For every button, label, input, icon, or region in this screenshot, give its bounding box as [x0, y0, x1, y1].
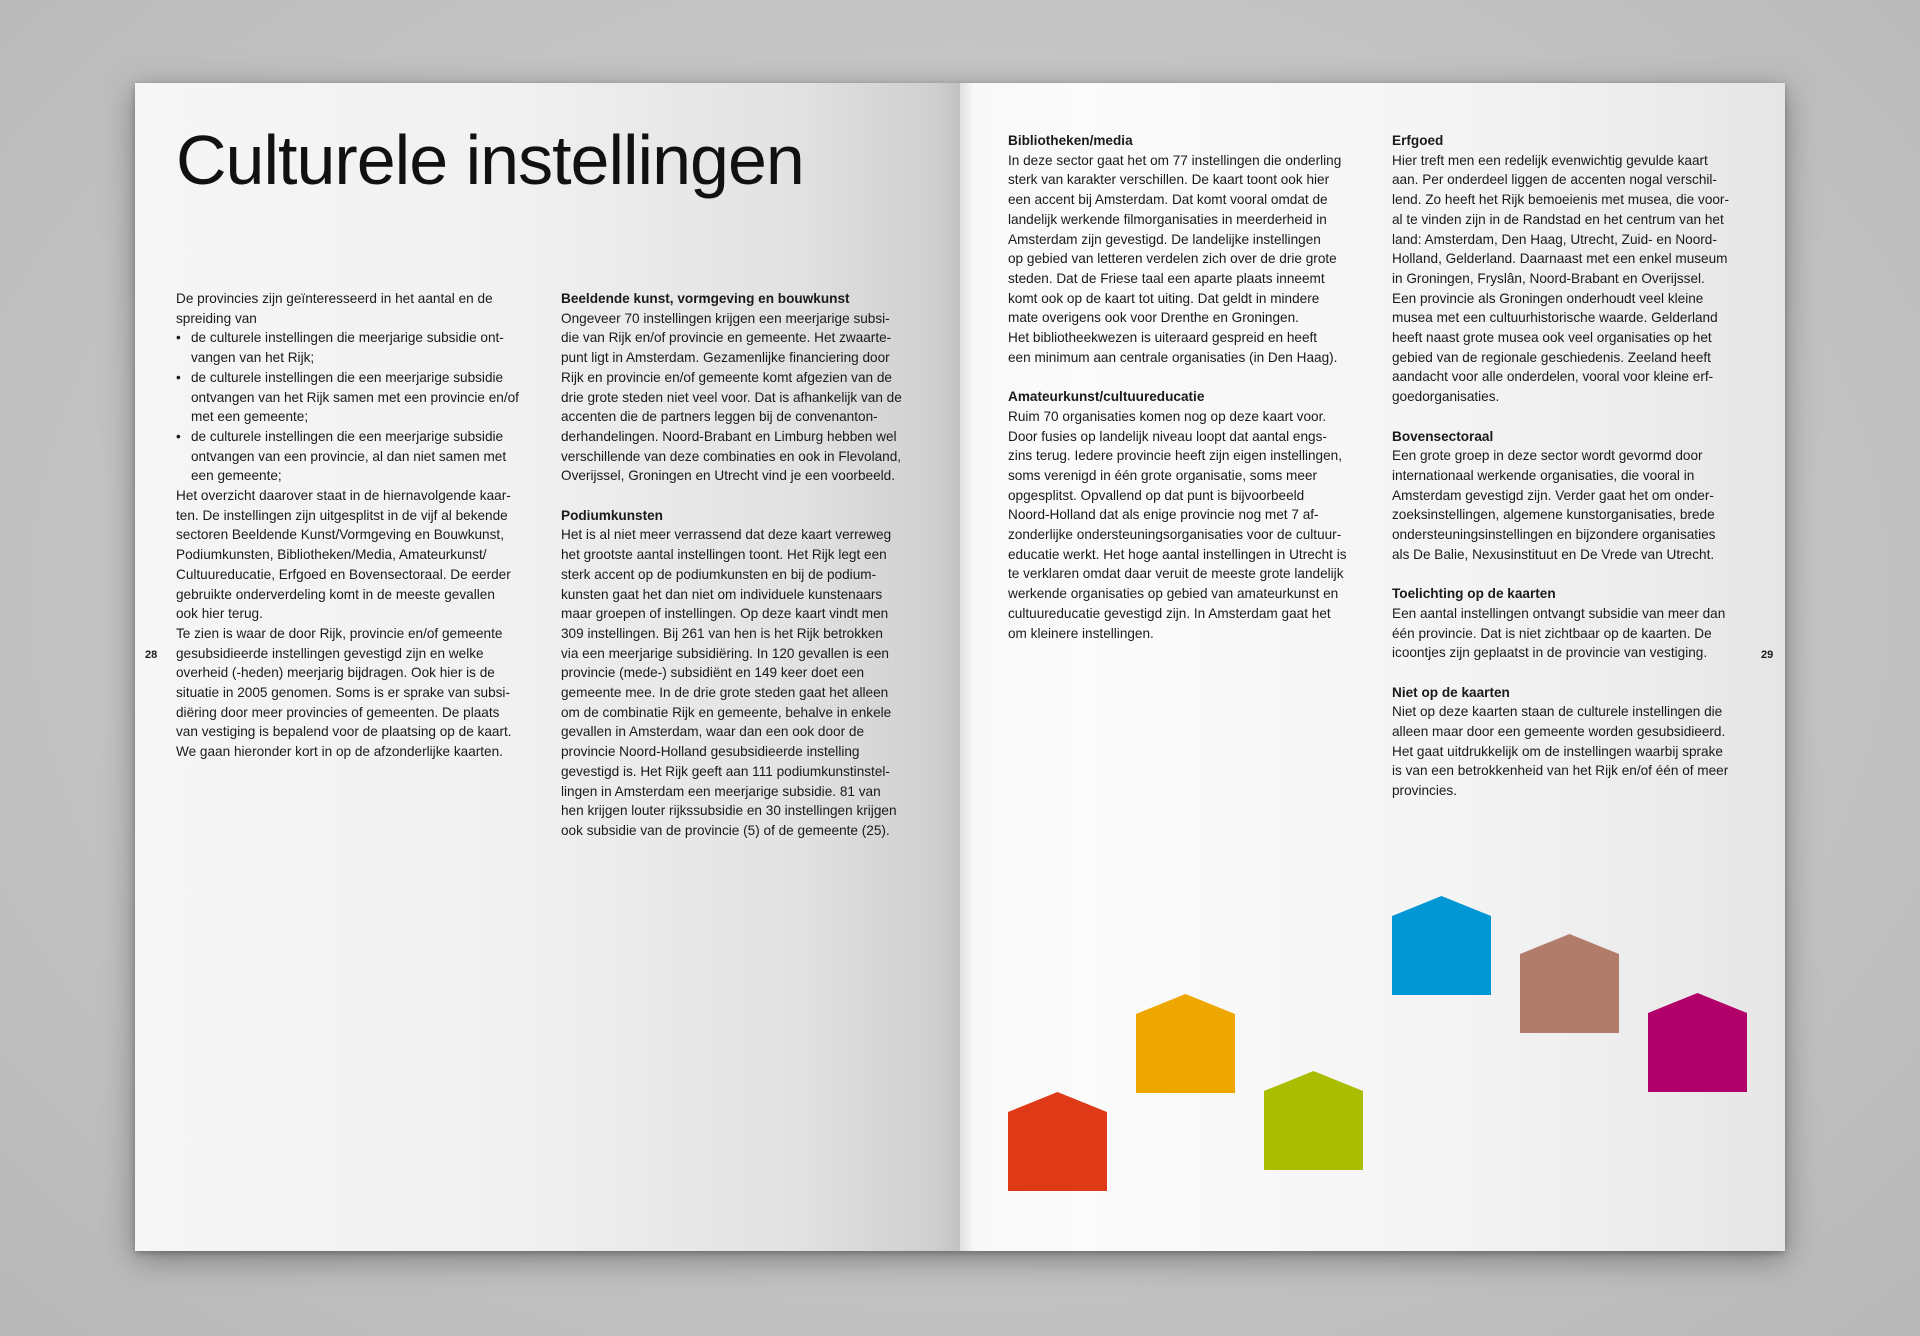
section-line: om kleinere instellingen. — [1008, 625, 1154, 641]
section-heading: Amateurkunst/cultuureducatie — [1008, 389, 1205, 405]
section-line: educatie werkt. Het hoge aantal instellingen in Utrecht is — [1008, 546, 1347, 562]
intro-bullet-list — [176, 328, 531, 486]
section-line: derhandelingen. Noord-Brabant en Limburg hebben wel — [561, 428, 897, 444]
section-line: steden. Dat de Friese taal een aparte plaats inneemt — [1008, 270, 1325, 286]
text-section — [1392, 584, 1752, 663]
intro-bullet-line: • de culturele instellingen die een meerjarige subsidie — [191, 428, 504, 444]
section-line: alleen maar door een gemeente worden gesubsidieerd. — [1392, 724, 1726, 740]
intro-bullet-item — [176, 368, 531, 427]
intro-line: Cultuureducatie, Erfgoed en Bovensectoraal. De eerder — [176, 566, 511, 582]
intro-line: spreiding van — [176, 310, 257, 326]
gutter-shadow — [960, 83, 974, 1251]
section-line: kunsten gaat het dan niet om individuele kunstenaars — [561, 586, 883, 602]
section-line: zins terug. Iedere provincie heeft zijn eigen instellingen, — [1008, 448, 1343, 464]
section-line: landelijk werkende filmorganisaties in meerderheid in — [1008, 211, 1327, 227]
intro-line: van vestiging is bepalend voor de plaatsing op de kaart. — [176, 724, 512, 740]
section-line: Holland, Gelderland. Daarnaast met een enkel museum — [1392, 251, 1728, 267]
section-line: Een grote groep in deze sector wordt gevormd door — [1392, 448, 1703, 464]
section-heading: Toelichting op de kaarten — [1392, 586, 1556, 602]
section-line: drie grote steden niet veel voor. Dat is afhankelijk van de — [561, 389, 902, 405]
section-line: soms verenigd in één grote organisatie, soms meer — [1008, 467, 1318, 483]
section-line: musea met een cultuurhistorische waarde. Gelderland — [1392, 310, 1718, 326]
section-line: ook subsidie van de provincie (5) of de gemeente (25). — [561, 822, 890, 838]
section-line: Ruim 70 organisaties komen nog op deze kaart voor. — [1008, 408, 1327, 424]
section-line: hen krijgen louter rijkssubsidie en 30 instellingen krijgen — [561, 803, 897, 819]
section-line: Ongeveer 70 instellingen krijgen een meerjarige subsi- — [561, 310, 890, 326]
intro-line: Het overzicht daarover staat in de hiernavolgende kaar- — [176, 488, 511, 504]
text-section — [1008, 131, 1363, 367]
page-title: Culturele instellingen — [176, 121, 804, 199]
section-line: Een provincie als Groningen onderhoudt veel kleine — [1392, 290, 1704, 306]
section-line: één provincie. Dat is niet zichtbaar op de kaarten. De — [1392, 625, 1712, 641]
section-line: is van een betrokkenheid van het Rijk en/of één of meer — [1392, 763, 1729, 779]
section-heading: Bibliotheken/media — [1008, 133, 1133, 148]
brown-house-icon — [1520, 934, 1619, 1033]
section-line: gemeente mee. In de drie grote steden gaat het alleen — [561, 685, 889, 701]
section-line: om de combinatie Rijk en gemeente, behalve in enkele — [561, 704, 892, 720]
page-right — [960, 83, 1785, 1251]
section-line: zonderlijke ondersteuningsorganisaties voor de cultuur- — [1008, 527, 1342, 543]
intro-bullet-item — [176, 328, 531, 367]
orange-house-icon — [1136, 994, 1235, 1093]
text-section — [561, 506, 921, 841]
intro-bullet-line: een gemeente; — [191, 468, 282, 484]
section-heading: Beeldende kunst, vormgeving en bouwkunst — [561, 291, 850, 306]
section-line: werkende organisaties op gebied van amateurkunst en — [1008, 586, 1339, 602]
section-line: die van Rijk en/of provincie en gemeente. Het zwaarte- — [561, 330, 892, 346]
section-line: gevallen in Amsterdam, waar dan een ook door de — [561, 724, 865, 740]
section-line: een accent bij Amsterdam. Dat komt vooral omdat de — [1008, 192, 1328, 208]
section-line: mate overigens ook voor Drenthe en Groningen. — [1008, 310, 1299, 326]
section-line: Door fusies op landelijk niveau loopt dat aantal engs- — [1008, 428, 1327, 444]
section-line: Niet op deze kaarten staan de culturele instellingen die — [1392, 704, 1723, 720]
intro-line: We gaan hieronder kort in op de afzonderlijke kaarten. — [176, 744, 503, 760]
section-line: een minimum aan centrale organisaties (in Den Haag). — [1008, 349, 1338, 365]
section-line: het grootste aantal instellingen toont. Het Rijk legt een — [561, 547, 887, 563]
intro-bullet-line: ontvangen van een provincie, al dan niet samen met — [191, 448, 507, 464]
section-line: icoontjes zijn geplaatst in de provincie van vestiging. — [1392, 645, 1708, 661]
magenta-house-icon — [1648, 993, 1747, 1092]
section-line: sterk accent op de podiumkunsten en bij de podium- — [561, 566, 877, 582]
section-line: internationaal werkende organisaties, die vooral in — [1392, 467, 1695, 483]
text-section — [561, 289, 921, 486]
section-line: via een meerjarige subsidiëring. In 120 gevallen is een — [561, 645, 889, 661]
section-heading: Bovensectoraal — [1392, 428, 1494, 444]
book-spread — [135, 83, 1785, 1251]
section-line: gebied van de regionale geschiedenis. Zeeland heeft — [1392, 349, 1711, 365]
intro-bullet-line: • de culturele instellingen die een meerjarige subsidie — [191, 369, 504, 385]
intro-line: overheid (-heden) meerjarig bijdragen. Ook hier is de — [176, 665, 495, 681]
sections-column-right-2 — [1392, 131, 1752, 821]
intro-line: De provincies zijn geïnteresseerd in het aantal en de — [176, 291, 493, 306]
intro-bullet-line: met een gemeente; — [191, 409, 309, 425]
section-line: Amsterdam gevestigd zijn. Verder gaat het om onder- — [1392, 487, 1714, 503]
intro-line: ook hier terug. — [176, 606, 263, 622]
section-line: Rijk en provincie en/of gemeente komt afgezien van de — [561, 369, 892, 385]
section-line: punt ligt in Amsterdam. Gezamenlijke financiering door — [561, 350, 890, 366]
intro-line: gebruikte onderverdeling komt in de meeste gevallen — [176, 586, 495, 602]
section-line: verschillende van deze combinaties en ook in Flevoland, — [561, 448, 902, 464]
intro-line: Podiumkunsten, Bibliotheken/Media, Amateurkunst/ — [176, 547, 487, 563]
intro-line: diëring door meer provincies of gemeenten. De plaats — [176, 704, 500, 720]
red-house-icon — [1008, 1092, 1107, 1191]
section-line: als De Balie, Nexusinstituut en De Vrede van Utrecht. — [1392, 546, 1715, 562]
text-section — [1392, 131, 1752, 407]
intro-line: ten. De instellingen zijn uitgesplitst in de vijf al bekende — [176, 507, 508, 523]
section-line: aan. Per onderdeel liggen de accenten nogal verschil- — [1392, 172, 1717, 188]
intro-column — [176, 289, 531, 762]
section-line: Noord-Holland dat als enige provincie nog met 7 af- — [1008, 507, 1319, 523]
intro-line: sectoren Beeldende Kunst/Vormgeving en Bouwkunst, — [176, 527, 504, 543]
page-number-right: 29 — [1761, 649, 1774, 661]
section-line: 309 instellingen. Bij 261 van hen is het Rijk betrokken — [561, 625, 883, 641]
intro-line: Te zien is waar de door Rijk, provincie en/of gemeente — [176, 625, 503, 641]
section-line: ondersteuningsinstellingen en bijzondere organisaties — [1392, 527, 1716, 543]
section-line: al te vinden zijn in de Randstad en het centrum van het — [1392, 211, 1724, 227]
section-line: provincie Noord-Holland gesubsidieerde instelling — [561, 744, 860, 760]
section-heading: Podiumkunsten — [561, 507, 663, 523]
section-line: provincie (mede-) subsidiënt en 149 keer doet een — [561, 665, 865, 681]
section-line: provincies. — [1392, 783, 1457, 799]
section-line: in Groningen, Fryslân, Noord-Brabant en Overijssel. — [1392, 270, 1705, 286]
intro-bullet-line: vangen van het Rijk; — [191, 350, 315, 366]
section-line: komt ook op de kaart tot uiting. Dat geldt in mindere — [1008, 290, 1320, 306]
section-line: Het gaat uitdrukkelijk om de instellingen waarbij sprake — [1392, 743, 1723, 759]
section-line: gevestigd is. Het Rijk geeft aan 111 podiumkunstinstel- — [561, 763, 890, 779]
text-section — [1008, 387, 1363, 643]
section-line: Overijssel, Groningen en Utrecht vind je een voorbeeld. — [561, 468, 895, 484]
section-line: Een aantal instellingen ontvangt subsidie van meer dan — [1392, 605, 1726, 621]
section-line: accenten die de partners leggen bij de convenanton- — [561, 409, 878, 425]
sections-column-left — [561, 289, 921, 860]
section-line: In deze sector gaat het om 77 instellingen die onderling — [1008, 152, 1342, 168]
section-line: te verklaren omdat daar veruit de meeste grote landelijk — [1008, 566, 1344, 582]
section-line: heeft naast grote musea ook veel organisaties op het — [1392, 330, 1712, 346]
section-line: land: Amsterdam, Den Haag, Utrecht, Zuid- en Noord- — [1392, 231, 1717, 247]
section-line: maar groepen of instellingen. Op deze kaart vindt men — [561, 606, 889, 622]
text-section — [1392, 427, 1752, 565]
page-left — [135, 83, 960, 1251]
section-line: Het bibliotheekwezen is uiteraard gespreid en heeft — [1008, 330, 1318, 346]
section-line: aandacht voor alle onderdelen, vooral voor kleine erf- — [1392, 369, 1714, 385]
section-line: lend. Zo heeft het Rijk bemoeienis met musea, die voor- — [1392, 192, 1729, 208]
section-line: lingen in Amsterdam een meerjarige subsidie. 81 van — [561, 783, 881, 799]
green-house-icon — [1264, 1071, 1363, 1170]
section-line: sterk van karakter verschillen. De kaart toont ook hier — [1008, 172, 1330, 188]
section-line: opgesplitst. Opvallend op dat punt is bijvoorbeeld — [1008, 487, 1305, 503]
page-number-left: 28 — [145, 649, 158, 661]
section-line: cultuureducatie gevestigd zijn. In Amsterdam gaat het — [1008, 605, 1331, 621]
section-line: op gebied van letteren verdelen zich over de drie grote — [1008, 251, 1337, 267]
section-line: goedorganisaties. — [1392, 389, 1500, 405]
section-heading: Erfgoed — [1392, 133, 1444, 148]
section-line: zoeksinstellingen, algemene kunstorganisaties, brede — [1392, 507, 1715, 523]
intro-bullet-line: ontvangen van het Rijk samen met een provincie en/of — [191, 389, 519, 405]
intro-line: gesubsidieerde instellingen gevestigd zijn en welke — [176, 645, 484, 661]
text-section — [1392, 683, 1752, 801]
section-heading: Niet op de kaarten — [1392, 684, 1510, 700]
section-line: Hier treft men een redelijk evenwichtig gevulde kaart — [1392, 152, 1708, 168]
section-line: Amsterdam zijn gevestigd. De landelijke instellingen — [1008, 231, 1321, 247]
intro-line: situatie in 2005 genomen. Soms is er sprake van subsi- — [176, 685, 510, 701]
intro-bullet-item — [176, 427, 531, 486]
intro-bullet-line: • de culturele instellingen die meerjarige subsidie ont- — [191, 330, 504, 346]
sections-column-right-1 — [1008, 131, 1363, 663]
section-line: Het is al niet meer verrassend dat deze kaart verreweg — [561, 527, 892, 543]
blue-house-icon — [1392, 896, 1491, 995]
